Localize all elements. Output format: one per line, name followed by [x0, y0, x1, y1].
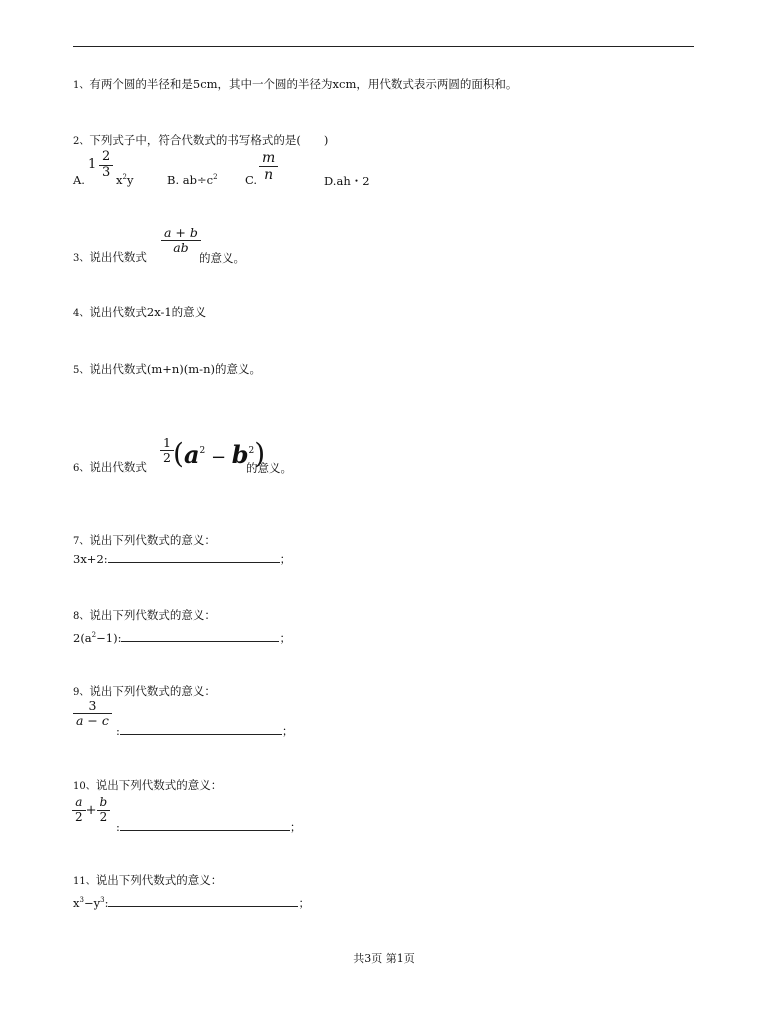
- question-text: 说出下列代数式的意义：: [89, 533, 216, 547]
- question-prefix: 说出代数式: [89, 460, 147, 474]
- question-text: 说出代数式(m+n)(m-n)的意义。: [89, 362, 261, 376]
- fraction-denominator: ab: [173, 240, 189, 256]
- expression: −y: [83, 896, 101, 910]
- question-number: 7、: [73, 536, 90, 547]
- variable-x: x: [73, 896, 80, 910]
- plus-sign: +: [85, 802, 97, 818]
- exponent: 2: [199, 446, 206, 456]
- option-a-fraction: [99, 150, 113, 181]
- q8-answer-line: [73, 628, 291, 645]
- option-d: [324, 173, 370, 189]
- question-suffix: 的意义。: [199, 251, 245, 265]
- fraction-numerator: a + b: [161, 226, 201, 241]
- question-number: 10、: [73, 781, 96, 792]
- question-number: 11、: [73, 876, 96, 887]
- question-1: [73, 77, 517, 93]
- question-prefix: 说出代数式: [89, 250, 147, 264]
- page-footer: 共3页 第1页: [353, 952, 415, 965]
- question-2: [73, 133, 328, 149]
- fraction-denominator: a − c: [76, 713, 109, 729]
- fraction-denominator: 2: [72, 810, 86, 825]
- q3-fraction: [161, 226, 201, 256]
- exponent: 2: [248, 446, 255, 456]
- question-suffix: 的意义。: [246, 461, 292, 475]
- end-mark: ；: [298, 896, 310, 910]
- q10-answer-line: [116, 819, 301, 834]
- question-number: 4、: [73, 308, 90, 319]
- question-11: [73, 873, 222, 889]
- fraction-denominator: 3: [102, 164, 111, 180]
- exponent: 2: [122, 173, 127, 181]
- question-10: [73, 778, 222, 794]
- exponent: 2: [213, 173, 218, 181]
- question-number: 3、: [73, 253, 90, 264]
- option-a-whole: 1: [88, 157, 97, 172]
- answer-blank[interactable]: [108, 551, 280, 563]
- answer-blank[interactable]: [120, 819, 290, 831]
- question-3: [73, 250, 147, 266]
- end-mark: ；: [289, 820, 302, 834]
- exponent: 3: [79, 896, 84, 904]
- option-d-expression: ah・2: [336, 174, 370, 188]
- end-mark: ；: [279, 631, 291, 645]
- colon: :: [104, 896, 109, 910]
- question-number: 2、: [73, 136, 90, 147]
- option-a-variables: [116, 173, 133, 187]
- fraction-denominator: 2: [163, 450, 171, 466]
- question-4: [73, 305, 206, 321]
- question-number: 1、: [73, 80, 90, 91]
- question-6: [73, 460, 147, 476]
- question-text: 说出下列代数式的意义：: [95, 778, 223, 792]
- fraction-denominator: n: [264, 167, 274, 184]
- question-text: 有两个圆的半径和是5cm，其中一个圆的半径为xcm，用代数式表示两圆的面积和。: [89, 77, 518, 91]
- variable-a: a: [183, 440, 200, 469]
- fraction-numerator: 1: [160, 436, 174, 451]
- exponent: 3: [100, 896, 105, 904]
- expression: −1):: [96, 631, 122, 645]
- option-b-label: B.: [167, 173, 180, 187]
- expression: 2(a: [73, 631, 92, 645]
- question-number: 9、: [73, 687, 90, 698]
- q11-answer-line: [73, 893, 310, 910]
- question-text: 说出下列代数式的意义：: [95, 873, 223, 887]
- expression: 3x+2:: [73, 552, 108, 566]
- option-d-label: D.: [324, 174, 337, 188]
- option-b: [167, 173, 218, 187]
- q6-coefficient: [160, 436, 174, 466]
- question-text: 说出代数式2x-1的意义: [89, 305, 207, 319]
- fraction-numerator: m: [259, 150, 278, 167]
- option-c-fraction: [259, 150, 278, 183]
- question-number: 5、: [73, 365, 90, 376]
- question-text: 下列式子中，符合代数式的书写格式的是( ): [89, 133, 329, 147]
- q10-expression: [72, 796, 110, 825]
- variable-y: y: [126, 173, 134, 187]
- q9-fraction: [73, 699, 112, 729]
- answer-blank[interactable]: [120, 723, 282, 735]
- question-number: 8、: [73, 611, 90, 622]
- variable-b: b: [231, 440, 249, 469]
- minus-sign: −: [205, 447, 232, 468]
- fraction-numerator: 2: [99, 150, 113, 166]
- q7-answer-line: [73, 551, 291, 566]
- question-8: [73, 608, 216, 624]
- exponent: 2: [91, 631, 97, 639]
- question-5: [73, 362, 261, 378]
- fraction-numerator: 3: [73, 699, 112, 714]
- variable-x: x: [116, 173, 123, 187]
- question-text: 说出下列代数式的意义：: [89, 684, 216, 698]
- end-mark: ；: [281, 724, 294, 738]
- fraction-denominator: 2: [97, 810, 111, 825]
- fraction-numerator: b: [99, 795, 108, 809]
- question-7: [73, 533, 216, 549]
- colon: :: [116, 820, 120, 834]
- q9-answer-line: [116, 723, 293, 738]
- fraction-numerator: a: [75, 795, 83, 809]
- question-number: 6、: [73, 463, 90, 474]
- open-paren: (: [173, 437, 184, 470]
- close-paren: ): [254, 437, 266, 470]
- option-c-label: C.: [245, 173, 258, 187]
- colon: :: [116, 724, 120, 738]
- answer-blank[interactable]: [121, 630, 279, 642]
- question-text: 说出下列代数式的意义：: [89, 608, 216, 622]
- end-mark: ；: [279, 552, 292, 566]
- header-rule: [73, 46, 694, 47]
- option-a-label: A.: [73, 173, 85, 187]
- answer-blank[interactable]: [108, 895, 298, 907]
- option-b-expression: ab÷c: [182, 173, 214, 187]
